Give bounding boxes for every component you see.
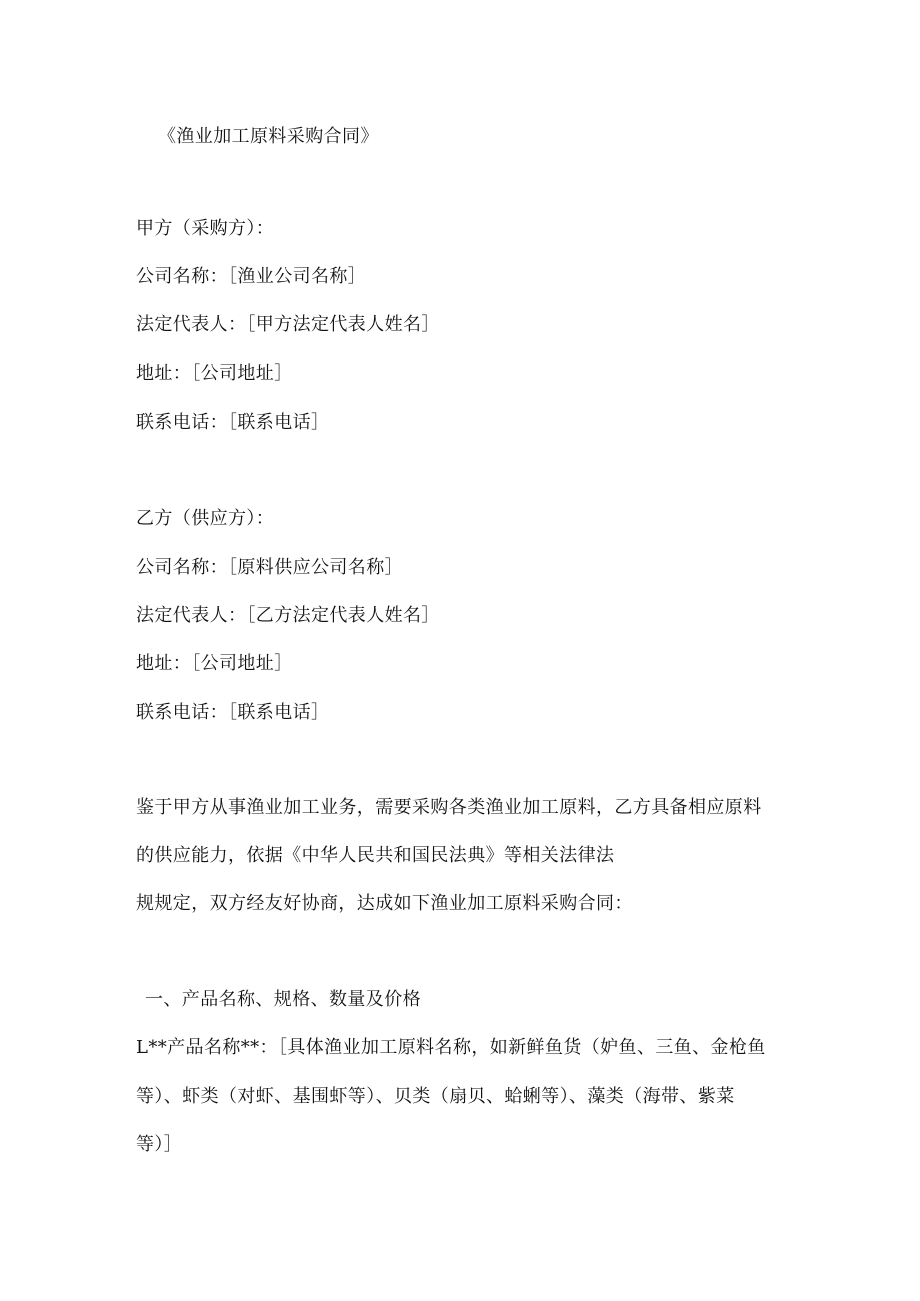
preamble-line: 的供应能力，依据《中华人民共和国民法典》等相关法律法 [136, 845, 615, 866]
party-b-address: 地址：［公司地址］ [136, 653, 293, 674]
document-title: 《渔业加工原料采购合同》 [158, 126, 379, 147]
section-1-heading: 一、产品名称、规格、数量及价格 [145, 989, 421, 1010]
party-a-phone: 联系电话：［联系电话］ [136, 412, 330, 433]
party-b-representative: 法定代表人：［乙方法定代表人姓名］ [136, 605, 440, 626]
section-1-line: 等）、虾类（对虾、基围虾等）、贝类（扇贝、蛤蜊等）、藻类（海带、紫菜 [136, 1086, 735, 1107]
preamble-line: 规规定，双方经友好协商，达成如下渔业加工原料采购合同： [136, 893, 633, 914]
preamble-line: 鉴于甲方从事渔业加工业务，需要采购各类渔业加工原料，乙方具备相应原料 [136, 797, 762, 818]
party-a-heading: 甲方（采购方）： [136, 218, 275, 239]
party-b-heading: 乙方（供应方）： [136, 508, 275, 529]
party-a-address: 地址：［公司地址］ [136, 363, 293, 384]
section-1-line: 等）］ [136, 1134, 183, 1155]
section-1-line: L**产品名称**：［具体渔业加工原料名称，如新鲜鱼货（妒鱼、三鱼、金枪鱼 [136, 1037, 766, 1058]
party-b-phone: 联系电话：［联系电话］ [136, 702, 330, 723]
party-a-representative: 法定代表人：［甲方法定代表人姓名］ [136, 314, 440, 335]
party-a-company: 公司名称：［渔业公司名称］ [136, 266, 367, 287]
party-b-company: 公司名称：［原料供应公司名称］ [136, 557, 403, 578]
